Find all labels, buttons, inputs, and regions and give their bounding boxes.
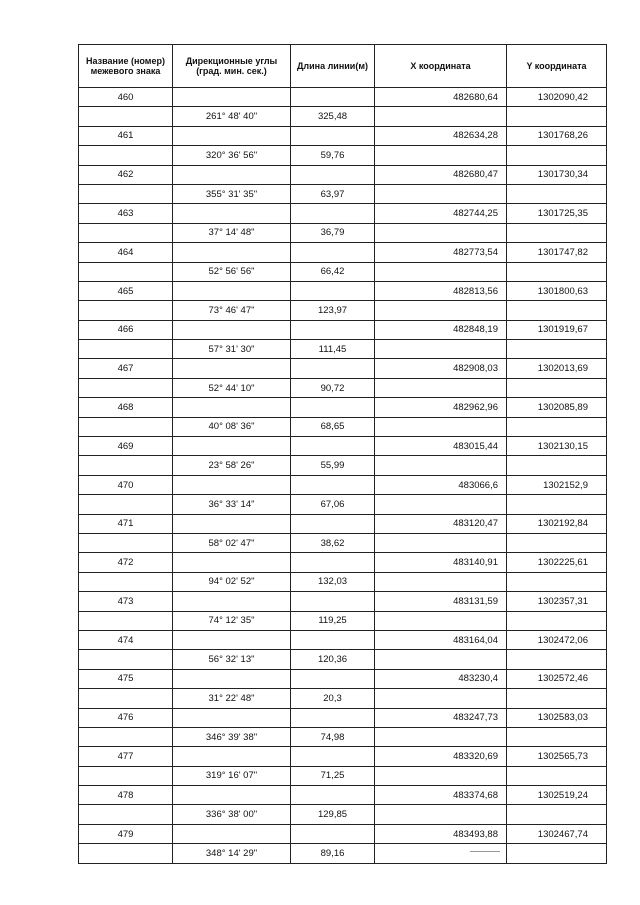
line-length-cell: 129,85 <box>291 805 375 824</box>
direction-angle-cell: 346° 39' 38" <box>173 727 291 746</box>
x-coordinate-cell: 483164,04 <box>375 630 507 649</box>
line-length-cell: 90,72 <box>291 378 375 397</box>
point-row <box>79 281 607 300</box>
point-row <box>79 824 607 843</box>
empty-cell <box>79 107 173 126</box>
segment-row <box>79 340 607 359</box>
empty-cell <box>375 650 507 669</box>
line-length-cell: 67,06 <box>291 495 375 514</box>
header-line-length: Длина линии(м) <box>291 45 375 88</box>
direction-angle-cell: 355° 31' 35" <box>173 184 291 203</box>
line-length-cell: 63,97 <box>291 184 375 203</box>
y-coordinate-cell: 1302572,46 <box>507 669 607 688</box>
empty-cell <box>291 126 375 145</box>
empty-cell <box>507 572 607 591</box>
point-name-cell: 479 <box>79 824 173 843</box>
empty-cell <box>375 766 507 785</box>
y-coordinate-cell: 1302357,31 <box>507 592 607 611</box>
point-row <box>79 592 607 611</box>
empty-cell <box>291 398 375 417</box>
empty-cell <box>79 184 173 203</box>
y-coordinate-cell: 1301768,26 <box>507 126 607 145</box>
empty-cell <box>507 146 607 165</box>
line-length-cell: 132,03 <box>291 572 375 591</box>
segment-row <box>79 184 607 203</box>
direction-angle-cell: 52° 44' 10" <box>173 378 291 397</box>
point-row <box>79 708 607 727</box>
direction-angle-cell: 57° 31' 30" <box>173 340 291 359</box>
empty-cell <box>79 223 173 242</box>
empty-cell <box>291 475 375 494</box>
segment-row <box>79 223 607 242</box>
x-coordinate-cell: 482680,47 <box>375 165 507 184</box>
empty-cell <box>79 650 173 669</box>
direction-angle-cell: 23° 58' 26" <box>173 456 291 475</box>
x-coordinate-cell: 483320,69 <box>375 747 507 766</box>
empty-cell <box>375 611 507 630</box>
empty-cell <box>291 708 375 727</box>
point-row <box>79 126 607 145</box>
point-name-cell: 460 <box>79 88 173 107</box>
empty-cell <box>375 495 507 514</box>
direction-angle-cell: 261° 48' 40" <box>173 107 291 126</box>
empty-cell <box>173 165 291 184</box>
y-coordinate-cell: 1302090,42 <box>507 88 607 107</box>
point-name-cell: 467 <box>79 359 173 378</box>
empty-cell <box>375 262 507 281</box>
point-row <box>79 243 607 262</box>
point-name-cell: 465 <box>79 281 173 300</box>
point-name-cell: 474 <box>79 630 173 649</box>
line-length-cell: 120,36 <box>291 650 375 669</box>
point-name-cell: 463 <box>79 204 173 223</box>
point-name-cell: 477 <box>79 747 173 766</box>
empty-cell <box>173 708 291 727</box>
header-direction-angle: Дирекционные углы (град. мин. сек.) <box>173 45 291 88</box>
empty-cell <box>173 126 291 145</box>
segment-row <box>79 107 607 126</box>
segment-row <box>79 611 607 630</box>
point-row <box>79 514 607 533</box>
empty-cell <box>507 378 607 397</box>
point-name-cell: 464 <box>79 243 173 262</box>
x-coordinate-cell: 482813,56 <box>375 281 507 300</box>
segment-row <box>79 262 607 281</box>
table-header-row <box>79 45 607 88</box>
empty-cell <box>79 844 173 863</box>
x-coordinate-cell: 482908,03 <box>375 359 507 378</box>
empty-cell <box>291 281 375 300</box>
empty-cell <box>507 184 607 203</box>
direction-angle-cell: 336° 38' 00" <box>173 805 291 824</box>
coordinates-document <box>78 44 606 864</box>
empty-cell <box>79 533 173 552</box>
empty-cell <box>291 592 375 611</box>
empty-cell <box>375 844 507 863</box>
table-body <box>79 88 607 864</box>
header-point-name: Название (номер) межевого знака <box>79 45 173 88</box>
direction-angle-cell: 73° 46' 47" <box>173 301 291 320</box>
empty-cell <box>507 650 607 669</box>
direction-angle-cell: 74° 12' 35" <box>173 611 291 630</box>
empty-cell <box>291 165 375 184</box>
y-coordinate-cell: 1301800,63 <box>507 281 607 300</box>
direction-angle-cell: 31° 22' 48" <box>173 689 291 708</box>
line-length-cell: 66,42 <box>291 262 375 281</box>
segment-row <box>79 844 607 863</box>
empty-cell <box>173 669 291 688</box>
segment-row <box>79 689 607 708</box>
y-coordinate-cell: 1301747,82 <box>507 243 607 262</box>
empty-cell <box>79 727 173 746</box>
empty-cell <box>173 553 291 572</box>
header-x-coordinate: X координата <box>375 45 507 88</box>
empty-cell <box>291 630 375 649</box>
empty-cell <box>507 727 607 746</box>
empty-cell <box>79 766 173 785</box>
empty-cell <box>375 378 507 397</box>
empty-cell <box>507 223 607 242</box>
point-name-cell: 475 <box>79 669 173 688</box>
point-row <box>79 88 607 107</box>
empty-cell <box>507 107 607 126</box>
empty-cell <box>507 533 607 552</box>
empty-cell <box>375 146 507 165</box>
x-coordinate-cell: 483230,4 <box>375 669 507 688</box>
empty-cell <box>375 727 507 746</box>
point-name-cell: 470 <box>79 475 173 494</box>
empty-cell <box>173 514 291 533</box>
empty-cell <box>173 475 291 494</box>
empty-cell <box>375 572 507 591</box>
empty-cell <box>291 359 375 378</box>
empty-cell <box>173 786 291 805</box>
empty-cell <box>291 514 375 533</box>
x-coordinate-cell: 483131,59 <box>375 592 507 611</box>
empty-cell <box>291 553 375 572</box>
header-y-coordinate: Y координата <box>507 45 607 88</box>
point-row <box>79 437 607 456</box>
point-name-cell: 469 <box>79 437 173 456</box>
empty-cell <box>507 301 607 320</box>
segment-row <box>79 766 607 785</box>
empty-cell <box>291 437 375 456</box>
empty-cell <box>173 204 291 223</box>
empty-cell <box>291 824 375 843</box>
x-coordinate-cell: 483247,73 <box>375 708 507 727</box>
point-name-cell: 472 <box>79 553 173 572</box>
line-length-cell: 68,65 <box>291 417 375 436</box>
empty-cell <box>507 456 607 475</box>
empty-cell <box>79 572 173 591</box>
empty-cell <box>79 146 173 165</box>
y-coordinate-cell: 1302152,9 <box>507 475 607 494</box>
y-coordinate-cell: 1302085,89 <box>507 398 607 417</box>
direction-angle-cell: 36° 33' 14" <box>173 495 291 514</box>
x-coordinate-cell: 483493,88 <box>375 824 507 843</box>
empty-cell <box>79 262 173 281</box>
segment-row <box>79 805 607 824</box>
line-length-cell: 59,76 <box>291 146 375 165</box>
direction-angle-cell: 56° 32' 13" <box>173 650 291 669</box>
segment-row <box>79 417 607 436</box>
empty-cell <box>375 301 507 320</box>
x-coordinate-cell: 482680,64 <box>375 88 507 107</box>
segment-row <box>79 146 607 165</box>
y-coordinate-cell: 1302192,84 <box>507 514 607 533</box>
point-name-cell: 466 <box>79 320 173 339</box>
point-row <box>79 553 607 572</box>
empty-cell <box>291 669 375 688</box>
boundary-coordinates-table <box>78 44 607 864</box>
empty-cell <box>507 805 607 824</box>
segment-row <box>79 533 607 552</box>
point-name-cell: 476 <box>79 708 173 727</box>
empty-cell <box>173 437 291 456</box>
line-length-cell: 111,45 <box>291 340 375 359</box>
point-row <box>79 475 607 494</box>
line-length-cell: 20,3 <box>291 689 375 708</box>
empty-cell <box>291 786 375 805</box>
point-row <box>79 630 607 649</box>
empty-cell <box>375 456 507 475</box>
y-coordinate-cell: 1302467,74 <box>507 824 607 843</box>
y-coordinate-cell: 1302130,15 <box>507 437 607 456</box>
empty-cell <box>79 378 173 397</box>
empty-cell <box>173 747 291 766</box>
empty-cell <box>375 417 507 436</box>
y-coordinate-cell: 1302583,03 <box>507 708 607 727</box>
x-coordinate-cell: 482848,19 <box>375 320 507 339</box>
point-row <box>79 204 607 223</box>
line-length-cell: 38,62 <box>291 533 375 552</box>
point-row <box>79 398 607 417</box>
y-coordinate-cell: 1302013,69 <box>507 359 607 378</box>
direction-angle-cell: 94° 02' 52" <box>173 572 291 591</box>
empty-cell <box>173 359 291 378</box>
x-coordinate-cell: 482634,28 <box>375 126 507 145</box>
empty-cell <box>507 611 607 630</box>
line-length-cell: 123,97 <box>291 301 375 320</box>
x-coordinate-cell: 483120,47 <box>375 514 507 533</box>
empty-cell <box>375 689 507 708</box>
x-coordinate-cell: 482744,25 <box>375 204 507 223</box>
empty-cell <box>507 844 607 863</box>
empty-cell <box>507 262 607 281</box>
empty-cell <box>507 417 607 436</box>
point-name-cell: 462 <box>79 165 173 184</box>
segment-row <box>79 650 607 669</box>
empty-cell <box>507 689 607 708</box>
y-coordinate-cell: 1301919,67 <box>507 320 607 339</box>
empty-cell <box>375 184 507 203</box>
empty-cell <box>173 824 291 843</box>
empty-cell <box>79 495 173 514</box>
empty-cell <box>507 340 607 359</box>
x-coordinate-cell: 482773,54 <box>375 243 507 262</box>
direction-angle-cell: 348° 14' 29" <box>173 844 291 863</box>
x-coordinate-cell: 483140,91 <box>375 553 507 572</box>
empty-cell <box>79 417 173 436</box>
line-length-cell: 325,48 <box>291 107 375 126</box>
direction-angle-cell: 320° 36' 56" <box>173 146 291 165</box>
empty-cell <box>375 805 507 824</box>
line-length-cell: 119,25 <box>291 611 375 630</box>
direction-angle-cell: 40° 08' 36" <box>173 417 291 436</box>
point-name-cell: 478 <box>79 786 173 805</box>
empty-cell <box>173 88 291 107</box>
line-length-cell: 74,98 <box>291 727 375 746</box>
point-row <box>79 359 607 378</box>
empty-cell <box>173 320 291 339</box>
y-coordinate-cell: 1302472,06 <box>507 630 607 649</box>
segment-row <box>79 495 607 514</box>
empty-cell <box>291 320 375 339</box>
empty-cell <box>507 495 607 514</box>
empty-cell <box>173 398 291 417</box>
empty-cell <box>375 107 507 126</box>
line-length-cell: 71,25 <box>291 766 375 785</box>
point-name-cell: 471 <box>79 514 173 533</box>
scan-artifact <box>470 851 500 852</box>
direction-angle-cell: 37° 14' 48" <box>173 223 291 242</box>
empty-cell <box>291 243 375 262</box>
empty-cell <box>173 281 291 300</box>
point-name-cell: 468 <box>79 398 173 417</box>
x-coordinate-cell: 483015,44 <box>375 437 507 456</box>
empty-cell <box>507 766 607 785</box>
point-row <box>79 320 607 339</box>
segment-row <box>79 378 607 397</box>
line-length-cell: 55,99 <box>291 456 375 475</box>
empty-cell <box>79 340 173 359</box>
empty-cell <box>375 533 507 552</box>
empty-cell <box>291 88 375 107</box>
y-coordinate-cell: 1302225,61 <box>507 553 607 572</box>
segment-row <box>79 727 607 746</box>
empty-cell <box>173 592 291 611</box>
direction-angle-cell: 319° 16' 07" <box>173 766 291 785</box>
x-coordinate-cell: 483374,68 <box>375 786 507 805</box>
y-coordinate-cell: 1301725,35 <box>507 204 607 223</box>
point-name-cell: 473 <box>79 592 173 611</box>
empty-cell <box>79 689 173 708</box>
empty-cell <box>375 340 507 359</box>
empty-cell <box>79 611 173 630</box>
empty-cell <box>79 805 173 824</box>
empty-cell <box>173 630 291 649</box>
empty-cell <box>173 243 291 262</box>
y-coordinate-cell: 1302565,73 <box>507 747 607 766</box>
point-name-cell: 461 <box>79 126 173 145</box>
point-row <box>79 669 607 688</box>
direction-angle-cell: 58° 02' 47" <box>173 533 291 552</box>
segment-row <box>79 301 607 320</box>
point-row <box>79 165 607 184</box>
segment-row <box>79 572 607 591</box>
segment-row <box>79 456 607 475</box>
y-coordinate-cell: 1301730,34 <box>507 165 607 184</box>
empty-cell <box>79 301 173 320</box>
x-coordinate-cell: 483066,6 <box>375 475 507 494</box>
empty-cell <box>291 747 375 766</box>
line-length-cell: 36,79 <box>291 223 375 242</box>
empty-cell <box>291 204 375 223</box>
direction-angle-cell: 52° 56' 56" <box>173 262 291 281</box>
y-coordinate-cell: 1302519,24 <box>507 786 607 805</box>
line-length-cell: 89,16 <box>291 844 375 863</box>
point-row <box>79 786 607 805</box>
empty-cell <box>375 223 507 242</box>
x-coordinate-cell: 482962,96 <box>375 398 507 417</box>
empty-cell <box>79 456 173 475</box>
point-row <box>79 747 607 766</box>
